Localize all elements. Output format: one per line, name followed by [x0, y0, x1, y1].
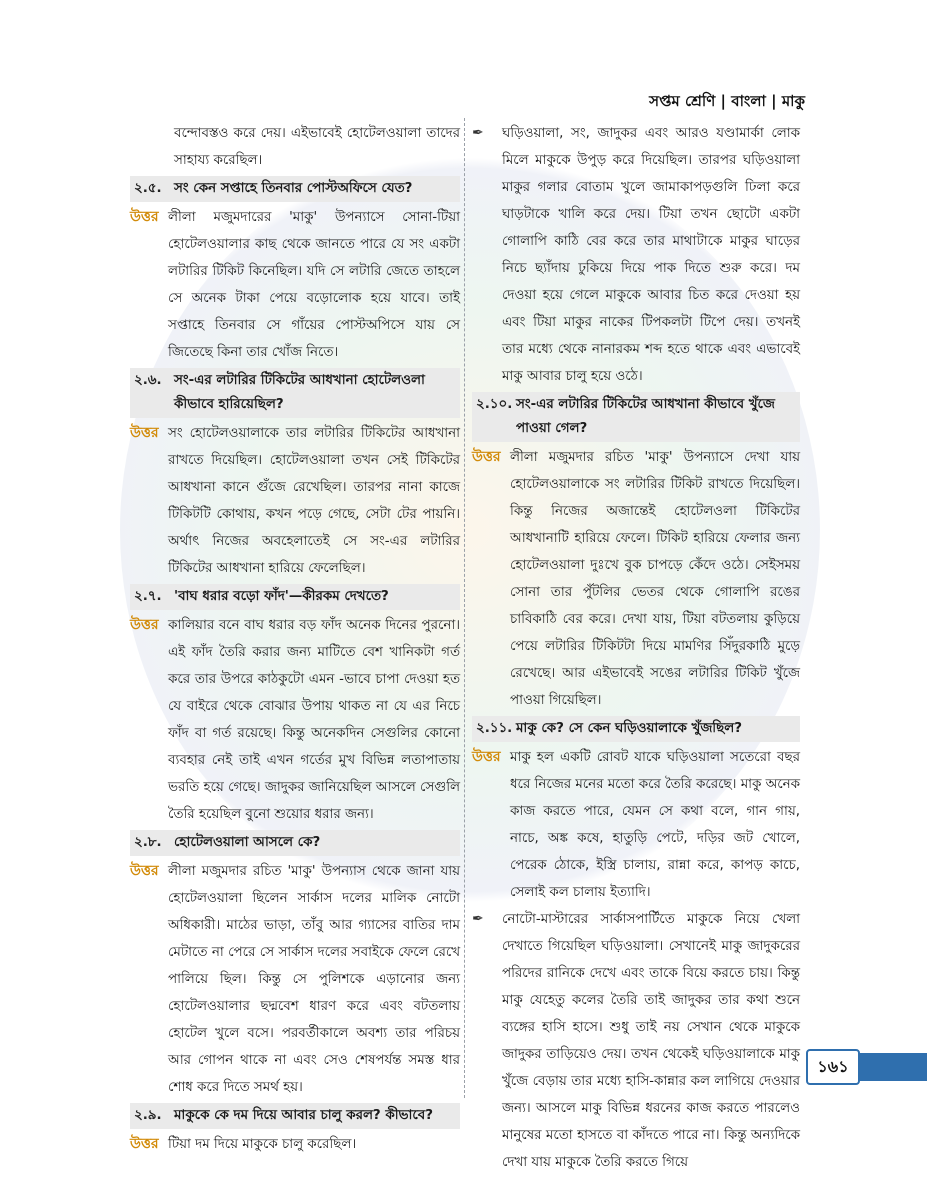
bullet-text: ঘড়িওয়ালা, সং, জাদুকর এবং আরও যণ্ডামার্কা লোক মিলে মাকুকে উপুড় করে দিয়েছিল। তারপর ঘড়িওয়ালা মাকুর গলার বোতাম খুলে জামাকাপড়গুলি ঢিলা করে ঘাড়টাকে খালি করে দেয়। টিয়া তখন ছোটো একটা গোলাপি কাঠি বের করে তার মাথাটাকে মাকুর ঘাড়ের নিচে ছ্যাঁদায় ঢুকিয়ে দিয়ে পাক দিতে শুরু করে। দম দেওয়া হয়ে গেলে মাকুকে আবার চিত করে দেওয়া হয় এবং টিয়া মাকুর নাকের টিপকলটা টিপে দেয়। তখনই তার মধ্যে থেকে নানারকম শব্দ হতে থাকে এবং এভাবেই মাকু আবার চালু হয়ে ওঠে। — [502, 126, 800, 384]
question-2-8 — [130, 830, 460, 856]
bullet-paragraph — [472, 120, 800, 390]
page-number: ১৬১ — [806, 1049, 860, 1085]
question-2-7 — [130, 584, 460, 610]
answer-2-7 — [130, 612, 460, 828]
question-number: ২.৫. — [134, 181, 162, 196]
answer-text: লীলা মজুমদারের 'মাকু' উপন্যাসে সোনা-টিয়া হোটেলওয়ালার কাছ থেকে জানতে পারে যে সং একটা লটারির টিকিট কিনেছিল। যদি সে লটারি জেতে তাহলে সে অনেক টাকা পেয়ে বড়োলোক হয়ে যাবে। তাই সপ্তাহে তিনবার সে গাঁয়ের পোস্টঅপিসে যায় সে জিতেছে কিনা তার খোঁজ নিতে। — [168, 210, 460, 360]
pen-bullet-icon: ✒ — [472, 125, 484, 141]
answer-2-8 — [130, 858, 460, 1101]
answer-badge-icon: উত্তর — [130, 1136, 159, 1152]
answer-text: লীলা মজুমদার রচিত 'মাকু' উপন্যাস থেকে জানা যায় হোটেলওয়ালা ছিলেন সার্কাস দলের মালিক নোটো অধিকারী। মাঠের ভাড়া, তাঁবু আর গ্যাসের বাতির দাম মেটাতে না পেরে সে সার্কাস দলের সবাইকে ফেলে রেখে পালিয়ে ছিল। কিন্তু সে পুলিশকে এড়ানোর জন্য হোটেলওয়ালার ছদ্মবেশ ধারণ করে এবং বটতলায় হোটেল খুলে বসে। পরবর্তীকালে অবশ্য তার পরিচয় আর গোপন থাকে না এবং সেও শেষপর্যন্ত সমস্ত ধার শোধ করে দিতে সমর্থ হয়। — [168, 864, 460, 1095]
question-number: ২.৭. — [134, 589, 162, 604]
answer-badge-icon: উত্তর — [130, 209, 159, 225]
question-number: ২.১১. — [476, 721, 513, 736]
question-number: ২.৯. — [134, 1108, 162, 1123]
answer-text: লীলা মজুমদার রচিত 'মাকু' উপন্যাসে দেখা যায় হোটেলওয়ালাকে সং লটারির টিকিট রাখতে দিয়েছিল। কিন্তু নিজের অজান্তেই হোটেলওলা টিকিটের আধখানাটি হারিয়ে ফেলে। টিকিট হারিয়ে ফেলার জন্য হোটেলওয়ালা দুঃখে বুক চাপড়ে কেঁদে ওঠে। সেইসময় সোনা তার পুঁটলির ভেতর থেকে গোলাপি রঙের চাবিকাঠি বের করে। দেখা যায়, টিয়া বটতলায় কুড়িয়ে পেয়ে লটারির টিকিটটা দিয়ে মামণির সিঁদুরকাঠি মুড়ে রেখেছে। আর এইভাবেই সঙের লটারির টিকিট খুঁজে পাওয়া গিয়েছিল। — [510, 450, 800, 708]
answer-badge-icon: উত্তর — [472, 749, 501, 765]
right-column — [472, 120, 800, 1176]
answer-text: টিয়া দম দিয়ে মাকুকে চালু করেছিল। — [168, 1137, 357, 1152]
question-2-5 — [130, 176, 460, 202]
answer-text: সং হোটেলওয়ালাকে তার লটারির টিকিটের আধখানা রাখতে দিয়েছিল। হোটেলওয়ালা তখন সেই টিকিটের আধখানা কানে গুঁজে রেখেছিল। তারপর নানা কাজে টিকিটটি কোথায়, কখন পড়ে গেছে, সেটা টের পায়নি। অর্থাৎ নিজের অবহেলাতেই সে সং-এর লটারির টিকিটের আধখানা হারিয়ে ফেলেছিল। — [168, 426, 460, 576]
answer-2-6 — [130, 420, 460, 582]
answer-badge-icon: উত্তর — [130, 425, 159, 441]
answer-2-5 — [130, 204, 460, 366]
question-2-10 — [472, 392, 800, 442]
answer-text: কালিয়ার বনে বাঘ ধরার বড় ফাঁদ অনেক দিনের পুরনো। এই ফাঁদ তৈরি করার জন্য মাটিতে বেশ খানিকটা গর্ত করে তার উপরে কাঠকুটো এমন -ভাবে চাপা দেওয়া হত যে বাইরে থেকে বোঝার উপায় থাকত না যে এর নিচে ফাঁদ বা গর্ত রয়েছে। কিন্তু অনেকদিন সেগুলির কোনো ব্যবহার নেই তাই এখন গর্তের মুখ বিভিন্ন লতাপাতায় ভরতি হয়ে গেছে। জাদুকর জানিয়েছিল আসলে সেগুলি তৈরি হয়েছিল বুনো শুয়োর ধরার জন্য। — [168, 618, 460, 822]
answer-badge-icon: উত্তর — [130, 617, 159, 633]
question-number: ২.৬. — [134, 373, 162, 388]
running-header: সপ্তম শ্রেণি | বাংলা | মাকু — [649, 92, 805, 110]
column-divider — [464, 118, 465, 1098]
question-text: হোটেলওয়ালা আসলে কে? — [174, 835, 321, 850]
answer-text: মাকু হল একটি রোবট যাকে ঘড়িওয়ালা সতেরো বছর ধরে নিজের মনের মতো করে তৈরি করেছে। মাকু অনেক কাজ করতে পারে, যেমন সে কথা বলে, গান গায়, নাচে, অঙ্ক কষে, হাতুড়ি পেটে, দড়ির জট খোলে, পেরেক ঠোকে, ইস্ত্রি চালায়, রান্না করে, কাপড় কাচে, সেলাই কল চালায় ইত্যাদি। — [510, 750, 800, 900]
answer-badge-icon: উত্তর — [130, 863, 159, 879]
page-number-bar — [855, 1053, 927, 1081]
question-text: সং-এর লটারির টিকিটের আধখানা কীভাবে খুঁজে পাওয়া গেল? — [516, 397, 775, 436]
answer-2-10 — [472, 444, 800, 714]
question-2-11 — [472, 716, 800, 742]
continued-paragraph: বন্দোবস্তও করে দেয়। এইভাবেই হোটেলওয়ালা তাদের সাহায্য করেছিল। — [174, 126, 460, 168]
question-number: ২.১০. — [476, 397, 513, 412]
question-text: সং কেন সপ্তাহে তিনবার পোস্টঅফিসে যেত? — [174, 181, 413, 196]
pen-bullet-icon: ✒ — [472, 911, 484, 927]
question-text: 'বাঘ ধরার বড়ো ফাঁদ'—কীরকম দেখতে? — [174, 589, 389, 604]
left-column — [130, 120, 460, 1158]
answer-2-9 — [130, 1131, 460, 1158]
question-text: মাকুকে কে দম দিয়ে আবার চালু করল? কীভাবে? — [174, 1108, 434, 1123]
question-text: মাকু কে? সে কেন ঘড়িওয়ালাকে খুঁজছিল? — [516, 721, 743, 736]
bullet-text: নোটো-মাস্টারের সার্কাসপার্টিতে মাকুকে নিয়ে খেলা দেখাতে গিয়েছিল ঘড়িওয়ালা। সেখানেই মাকু জাদুকরের পরিদের রানিকে দেখে এবং তাকে বিয়ে করতে চায়। কিন্তু মাকু যেহেতু কলের তৈরি তাই জাদুকর তার কথা শুনে ব্যঙ্গের হাসি হাসে। শুধু তাই নয় সেখান থেকে মাকুকে জাদুকর তাড়িয়েও দেয়। তখন থেকেই ঘড়িওয়ালাকে মাকু খুঁজে বেড়ায় তার মধ্যে হাসি-কান্নার কল লাগিয়ে দেওয়ার জন্য। আসলে মাকু বিভিন্ন ধরনের কাজ করতে পারলেও মানুষের মতো হাসতে বা কাঁদতে পারে না। কিন্তু অন্যদিকে দেখা যায় মাকুকে তৈরি করতে গিয়ে — [502, 912, 800, 1170]
answer-2-11 — [472, 744, 800, 906]
question-number: ২.৮. — [134, 835, 162, 850]
answer-badge-icon: উত্তর — [472, 449, 501, 465]
bullet-paragraph — [472, 906, 800, 1176]
question-2-9 — [130, 1103, 460, 1129]
question-2-6 — [130, 368, 460, 418]
question-text: সং-এর লটারির টিকিটের আধখানা হোটেলওলা কীভাবে হারিয়েছিল? — [174, 373, 425, 412]
